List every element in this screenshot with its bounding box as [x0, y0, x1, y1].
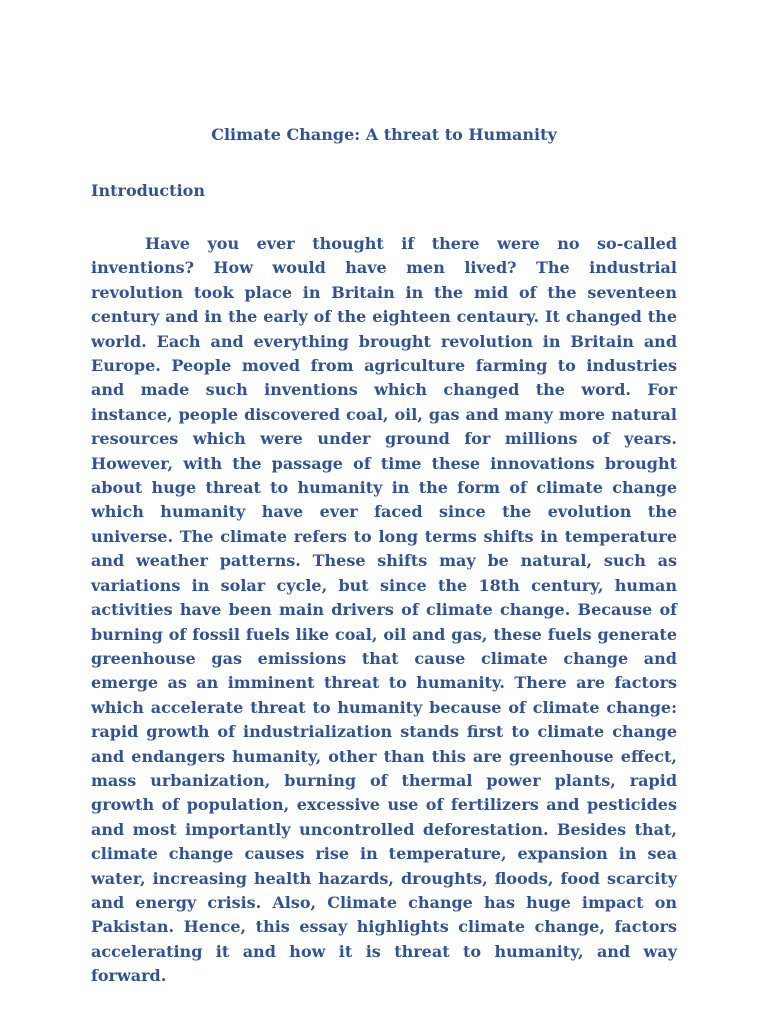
document-title: Climate Change: A threat to Humanity — [211, 125, 557, 144]
introduction-paragraph: Have you ever thought if there were no so-called inventions? How would have men lived? The industrial revolution took place in Britain in the mid of the seventeen century and in the early of the eighteen centaury. It changed the world. Each and everything brought revolution in Britain and Europe. People moved from agriculture farming to industries and made such inventions which changed the word. For instance, people discovered coal, oil, gas and many more natural resources which were under ground for millions of years. However, with the passage of time these innovations brought about huge threat to humanity in the form of climate change which humanity have ever faced since the evolution the universe. The climate refers to long terms shifts in temperature and weather patterns. These shifts may be natural, such as variations in solar cycle, but since the 18th century, human activities have been main drivers of climate change. Because of burning of fossil fuels like coal, oil and gas, these fuels generate greenhouse gas emissions that cause climate change and emerge as an imminent threat to humanity. There are factors which accelerate threat to humanity because of climate change: rapid growth of industrialization stands first to climate change and endangers humanity, other than this are greenhouse effect, mass urbanization, burning of thermal power plants, rapid growth of population, excessive use of fertilizers and pesticides and most importantly uncontrolled deforestation. Besides that, climate change causes rise in temperature, expansion in sea water, increasing health hazards, droughts, floods, food scarcity and energy crisis. Also, Climate change has huge impact on Pakistan. Hence, this essay highlights climate change, factors accelerating it and how it is threat to humanity, and way forward. — [91, 234, 677, 986]
section-heading-introduction: Introduction — [91, 181, 205, 200]
